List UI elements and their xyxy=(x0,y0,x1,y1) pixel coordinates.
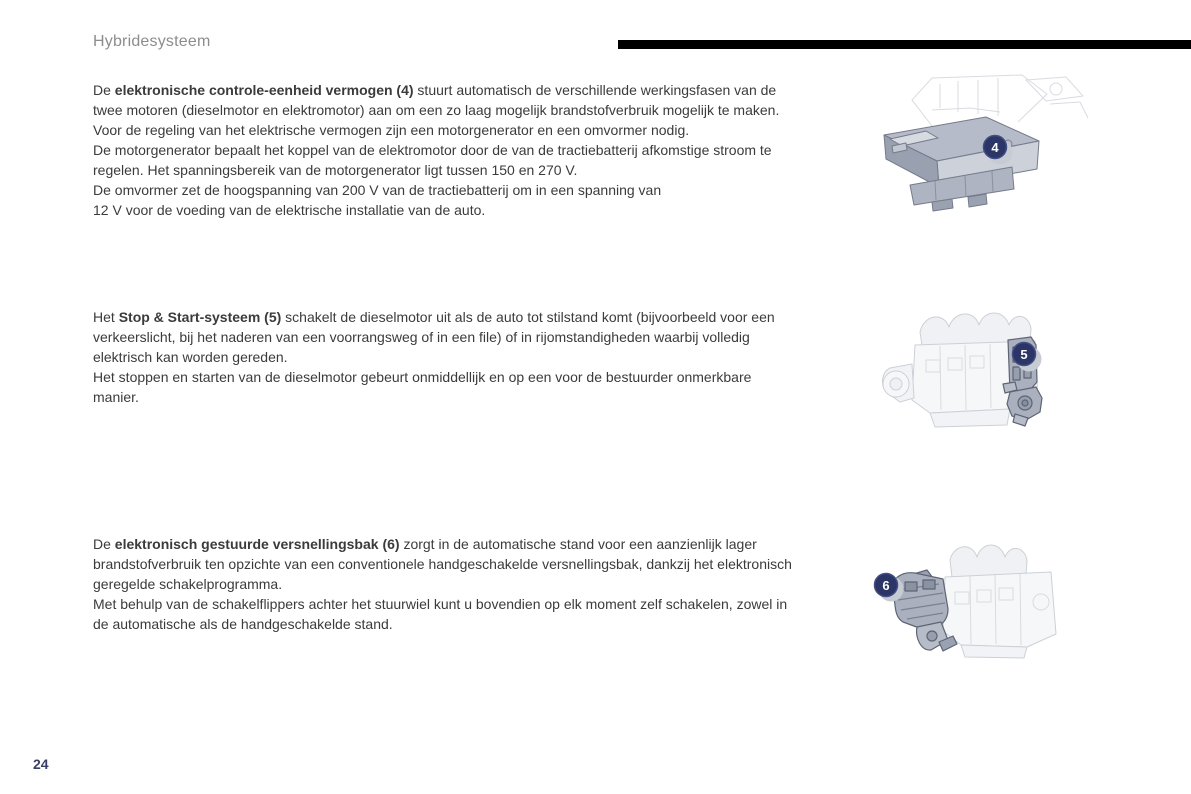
text-run: De omvormer zet de hoogspanning van 200 V van de tractiebatterij om in een spanning van xyxy=(93,182,662,198)
text-run: 12 V voor de voeding van de elektrische installatie van de auto. xyxy=(93,202,486,218)
badge-number: 6 xyxy=(882,578,890,593)
paragraph-stop-start-system xyxy=(93,307,793,407)
engine-outline-art xyxy=(943,545,1056,658)
text-run: Het stoppen en starten van de dieselmotor gebeurt onmiddellijk en op een voor de bestuurder onmerkbare manier. xyxy=(93,369,752,405)
figure-stop-start-system xyxy=(860,300,1090,435)
figure-electronic-gearbox xyxy=(855,530,1085,665)
text-run: stuurt automatisch de verschillende werkingsfasen van de twee motoren (dieselmotor en elektromotor) aan om een zo laag mogelijk brandstofverbruik mogelijk te maken. xyxy=(93,82,780,118)
page-title: Hybridesysteem xyxy=(93,33,211,50)
stop-start-illustration xyxy=(860,300,1090,435)
figure-power-control-unit xyxy=(840,68,1090,213)
engine-bay-outline-art xyxy=(912,75,1088,126)
paragraph-power-control-unit xyxy=(93,80,793,220)
paragraph-block xyxy=(93,120,793,140)
gearbox-illustration xyxy=(855,530,1085,665)
page-number: 24 xyxy=(33,756,49,772)
text-run: De xyxy=(93,82,115,98)
power-control-unit-illustration xyxy=(840,68,1090,213)
paragraph-block xyxy=(93,307,793,367)
paragraph-electronic-gearbox xyxy=(93,534,793,634)
paragraph-block xyxy=(93,80,793,120)
header-rule-bar xyxy=(618,40,1191,49)
text-run: Voor de regeling van het elektrische vermogen zijn een motorgenerator en een omvormer nodig. xyxy=(93,122,690,138)
text-run: Het xyxy=(93,309,119,325)
paragraph-block xyxy=(93,140,793,180)
text-run: Met behulp van de schakelflippers achter het stuurwiel kunt u bovendien op elk moment zelf schakelen, zowel in de automatische als de handgeschakelde stand. xyxy=(93,596,788,632)
paragraph-block xyxy=(93,534,793,594)
bold-term: Stop & Start-systeem (5) xyxy=(118,309,282,325)
badge-number: 5 xyxy=(1020,347,1028,362)
bold-term: elektronisch gestuurde versnellingsbak (6) xyxy=(114,536,400,552)
text-run: zorgt in de automatische stand voor een aanzienlijk lager brandstofverbruik ten opzichte van een conventionele handgeschakelde versnellingsbak, dankzij het elektronisch geregelde schakelprogramma. xyxy=(93,536,792,592)
text-run: schakelt de dieselmotor uit als de auto tot stilstand komt (bijvoorbeeld voor een verkeerslicht, bij het naderen van een voorrangsweg of in een file) of in rijomstandigheden waarbij volledig elektrisch kan worden gereden. xyxy=(93,309,775,365)
text-run: De xyxy=(93,536,115,552)
text-run: De motorgenerator bepaalt het koppel van de elektromotor door de van de tractiebatterij afkomstige stroom te regelen. Het spanningsbereik van de motorgenerator ligt tussen 150 en 270 V. xyxy=(93,142,772,178)
badge-number: 4 xyxy=(991,140,999,155)
control-unit-box xyxy=(884,117,1039,211)
bold-term: elektronische controle-eenheid vermogen (4) xyxy=(114,82,414,98)
paragraph-block xyxy=(93,200,793,220)
paragraph-block xyxy=(93,367,793,407)
paragraph-block xyxy=(93,180,793,200)
paragraph-block xyxy=(93,594,793,634)
